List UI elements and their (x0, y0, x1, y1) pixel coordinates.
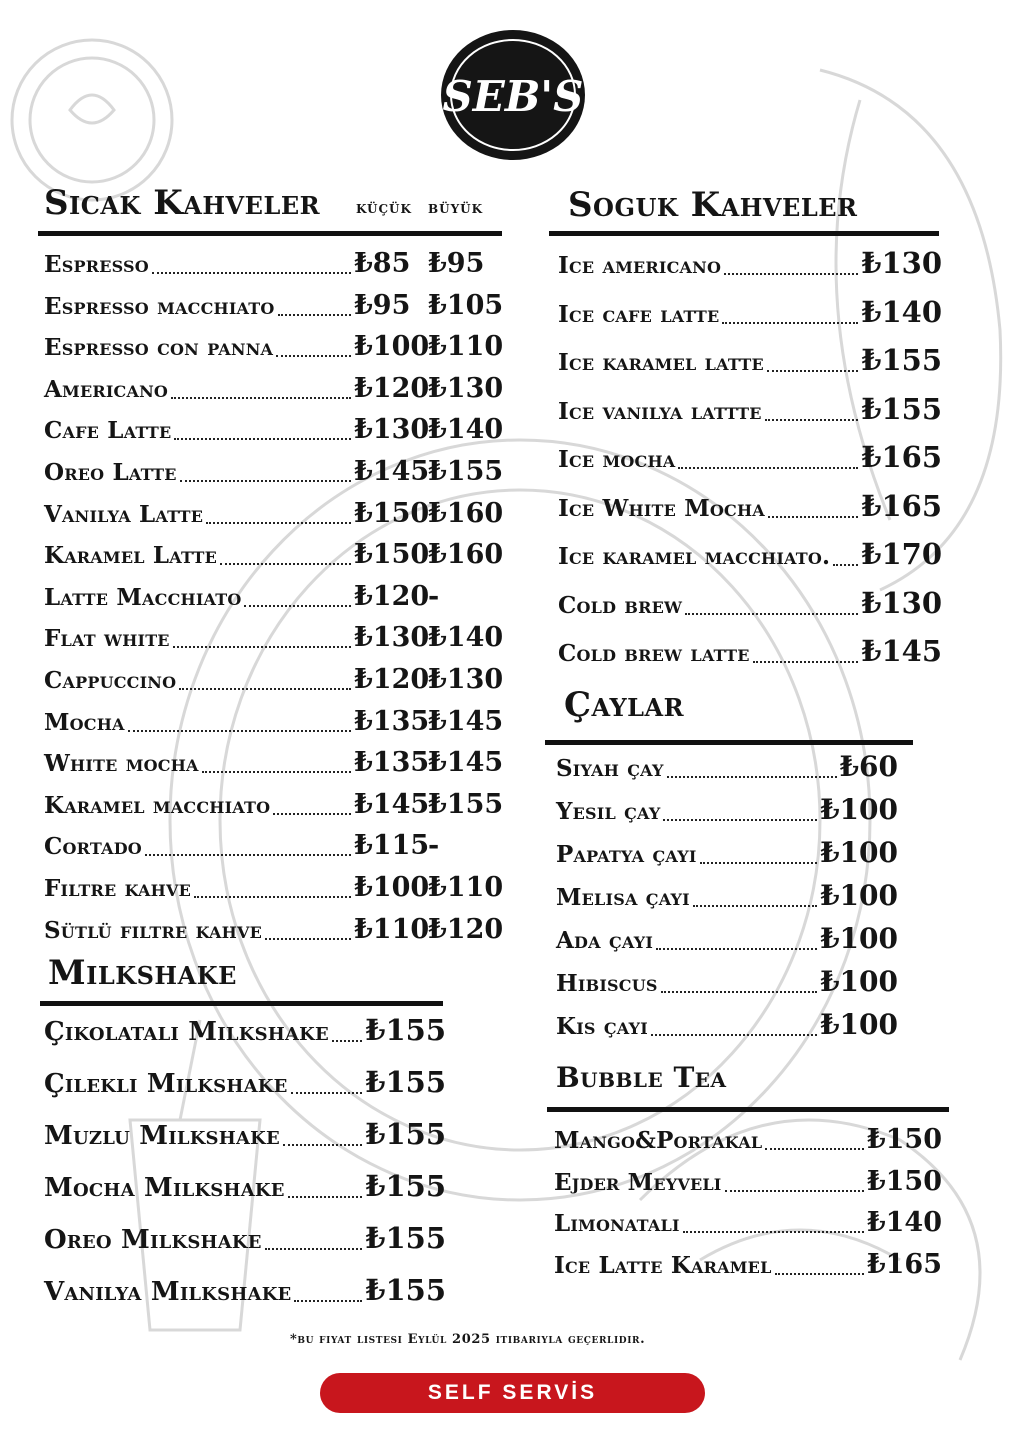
item-name: Cappuccino (44, 667, 177, 694)
item-name: Çikolatalı Milkshake (44, 1017, 329, 1047)
hot-coffees-title: Sıcak Kahveler (44, 183, 321, 223)
dot-leader (683, 1231, 864, 1233)
teas-title: Çaylar (564, 685, 685, 725)
milkshake-list (44, 1013, 446, 1313)
menu-row (44, 872, 430, 903)
item-name: Karamel Latte (44, 542, 218, 570)
dot-leader (265, 938, 351, 940)
cold-coffees-list (558, 246, 942, 676)
item-price-large: ₺130 (428, 664, 504, 695)
dot-leader (265, 1248, 363, 1250)
menu-row (554, 1207, 942, 1238)
item-price-large: ₺130 (428, 372, 504, 404)
item-price: ₺170 (861, 537, 942, 571)
item-name: Ice vanilya lattte (558, 397, 762, 425)
dot-leader (220, 563, 351, 565)
item-name: Ice Latte Karamel (554, 1251, 772, 1279)
item-price-large: ₺120 (428, 913, 504, 945)
item-price: ₺100 (820, 922, 898, 955)
bubble-tea-rule (547, 1107, 949, 1112)
price-validity-note: *bu fiyat listesi Eylül 2025 itibarıyla geçerlidir. (290, 1332, 646, 1347)
dot-leader (278, 314, 352, 316)
dot-leader (294, 1300, 362, 1302)
item-name: Mango&Portakal (554, 1127, 763, 1154)
item-price: ₺100 (820, 965, 898, 998)
item-price: ₺140 (861, 294, 942, 329)
item-price: ₺145 (861, 634, 942, 668)
item-price: ₺155 (861, 391, 942, 426)
menu-row (556, 1008, 898, 1041)
menu-row (44, 456, 430, 487)
menu-row (556, 965, 898, 998)
item-name: Hibiscus (556, 970, 658, 997)
hot-coffees-rule (38, 231, 502, 236)
menu-row (554, 1166, 942, 1197)
item-price-large: - (428, 580, 440, 612)
dot-leader (173, 646, 351, 648)
item-name: Kıs çayı (556, 1013, 648, 1040)
dot-leader (656, 948, 817, 950)
cold-coffees-rule (549, 231, 939, 236)
item-name: Ice karamel macchiato. (558, 543, 831, 570)
item-price: ₺150 (866, 1124, 942, 1155)
item-name: Ada çayı (556, 927, 653, 954)
item-price-large: ₺155 (428, 456, 504, 487)
dot-leader (663, 819, 817, 821)
item-price: ₺120 (354, 580, 430, 612)
item-price: ₺155 (365, 1273, 446, 1307)
dot-leader (651, 1034, 817, 1036)
dot-leader (767, 370, 858, 372)
item-price: ₺130 (861, 246, 942, 280)
menu-row (556, 879, 898, 912)
item-name: Vanilya Milkshake (44, 1277, 292, 1307)
item-price: ₺130 (354, 414, 430, 446)
dot-leader (128, 730, 351, 732)
item-price: ₺100 (820, 1008, 898, 1041)
menu-row (558, 489, 942, 523)
item-price-large: ₺160 (428, 539, 504, 571)
item-price: ₺95 (354, 289, 411, 321)
menu-row (44, 1013, 446, 1047)
dot-leader (244, 605, 351, 607)
item-name: Cold brew (558, 591, 683, 619)
menu-row (558, 392, 942, 426)
item-price: ₺100 (820, 879, 898, 912)
teas-rule (545, 740, 913, 745)
item-price: ₺115 (354, 830, 430, 862)
milkshake-title: Milkshake (48, 953, 237, 993)
dot-leader (768, 516, 858, 518)
item-price: ₺85 (354, 248, 411, 279)
menu-row (556, 922, 898, 955)
item-price: ₺110 (354, 913, 430, 945)
dot-leader (171, 397, 351, 399)
item-price: ₺145 (354, 456, 430, 487)
dot-leader (722, 322, 858, 324)
item-price: ₺140 (866, 1207, 942, 1238)
item-name: Karamel macchiato (44, 791, 271, 819)
item-name: Cafe Latte (44, 417, 172, 445)
item-name: Oreo Milkshake (44, 1225, 262, 1255)
menu-row (44, 622, 430, 654)
item-price-large: - (428, 830, 440, 862)
menu-row (44, 1221, 446, 1255)
dot-leader (145, 854, 351, 856)
item-price-large: ₺110 (428, 331, 504, 363)
item-name: Ice mocha (558, 446, 676, 473)
item-price: ₺100 (820, 793, 898, 826)
menu-row (558, 537, 942, 571)
menu-row (44, 664, 430, 695)
hot-coffees-list (44, 248, 504, 945)
dot-leader (283, 1144, 362, 1146)
item-name: Flat white (44, 625, 170, 653)
item-price: ₺135 (354, 747, 430, 779)
cold-coffees-title: Soguk Kahveler (568, 185, 858, 225)
menu-row (558, 586, 942, 620)
dot-leader (693, 905, 817, 907)
item-name: Limonatalı (554, 1210, 680, 1237)
dot-leader (152, 272, 351, 274)
dot-leader (661, 991, 817, 993)
item-price-large: ₺140 (428, 414, 504, 446)
item-price: ₺155 (365, 1065, 446, 1099)
item-price-large: ₺110 (428, 872, 504, 903)
dot-leader (753, 661, 859, 663)
item-price: ₺150 (866, 1165, 942, 1197)
menu-row (556, 793, 898, 826)
item-name: Cortado (44, 833, 142, 861)
item-price-large: ₺145 (428, 705, 504, 737)
dot-leader (206, 522, 351, 524)
small-size-header: küçük (356, 198, 412, 218)
item-price: ₺135 (354, 705, 430, 737)
menu-row (44, 1273, 446, 1307)
brand-logo (439, 28, 587, 162)
item-name: Ice White Mocha (558, 494, 765, 522)
item-name: Çilekli Milkshake (44, 1069, 288, 1099)
item-name: Ejder Meyveli (554, 1168, 722, 1196)
dot-leader (724, 273, 858, 275)
dot-leader (291, 1092, 363, 1094)
menu-row (558, 634, 942, 668)
item-name: Espresso (44, 251, 149, 278)
item-price-large: ₺160 (428, 497, 504, 529)
dot-leader (765, 1148, 864, 1150)
item-price: ₺165 (861, 440, 942, 474)
dot-leader (775, 1273, 864, 1275)
menu-row (44, 290, 424, 321)
dot-leader (179, 688, 351, 690)
menu-row (554, 1249, 942, 1280)
item-name: Mocha Milkshake (44, 1173, 285, 1203)
logo-text: SEB'S (442, 72, 584, 121)
menu-row (556, 750, 898, 783)
menu-row (558, 343, 942, 377)
item-name: Oreo Latte (44, 459, 177, 486)
menu-row (44, 331, 430, 363)
dot-leader (174, 438, 351, 440)
bubble-tea-title: Bubble Tea (556, 1061, 727, 1094)
item-price: ₺130 (861, 585, 942, 620)
item-name: Siyah çay (556, 755, 664, 782)
item-name: Latte Macchiato (44, 583, 242, 611)
teas-list (556, 750, 898, 1050)
menu-row (558, 440, 942, 474)
item-name: Melisa çayı (556, 884, 690, 911)
dot-leader (194, 896, 351, 898)
menu-row (44, 788, 430, 820)
item-price-large: ₺105 (428, 289, 504, 321)
menu-row (558, 246, 942, 280)
menu-row (44, 580, 430, 612)
item-name: Espresso macchiato (44, 292, 275, 320)
menu-row (556, 836, 898, 869)
milkshake-rule (40, 1001, 443, 1006)
item-price: ₺120 (354, 664, 430, 695)
item-price: ₺100 (820, 836, 898, 869)
menu-row (44, 1169, 446, 1203)
item-name: Espresso con panna (44, 334, 274, 362)
item-price: ₺60 (839, 750, 898, 783)
dot-leader (180, 480, 351, 482)
dot-leader (700, 862, 818, 864)
item-price-large: ₺140 (428, 622, 504, 654)
menu-row (558, 295, 942, 329)
item-price-large: ₺155 (428, 788, 504, 820)
item-price: ₺165 (861, 488, 942, 523)
item-price-large: ₺145 (428, 747, 504, 779)
menu-row (44, 705, 430, 737)
menu-row (44, 830, 430, 862)
dot-leader (725, 1190, 864, 1192)
item-price: ₺155 (365, 1221, 446, 1255)
bubble-tea-list (554, 1124, 942, 1294)
dot-leader (765, 419, 859, 421)
dot-leader (202, 771, 351, 773)
dot-leader (332, 1040, 362, 1042)
item-name: Vanilya Latte (44, 500, 204, 528)
item-name: Americano (44, 375, 169, 403)
item-price: ₺155 (365, 1169, 446, 1203)
menu-row (554, 1124, 942, 1155)
dot-leader (685, 613, 858, 615)
dot-leader (288, 1196, 363, 1198)
menu-row (44, 372, 430, 404)
item-name: Ice americano (558, 252, 722, 279)
item-price-large: ₺95 (428, 248, 485, 279)
menu-row (44, 747, 430, 779)
item-price: ₺130 (354, 622, 430, 654)
item-price: ₺150 (354, 539, 430, 571)
dot-leader (276, 355, 351, 357)
item-name: White mocha (44, 750, 199, 778)
item-price: ₺120 (354, 372, 430, 404)
item-name: Muzlu Milkshake (44, 1121, 280, 1151)
large-size-header: büyük (428, 198, 484, 218)
menu-row (44, 248, 424, 279)
item-name: Papatya çayı (556, 841, 697, 868)
dot-leader (667, 776, 837, 778)
item-price: ₺155 (365, 1117, 446, 1151)
item-name: Sütlü filtre kahve (44, 916, 262, 944)
menu-row (44, 539, 430, 571)
menu-row (44, 1117, 446, 1151)
item-price: ₺100 (354, 331, 430, 363)
menu-row (44, 497, 430, 529)
item-name: Yesil çay (556, 798, 661, 825)
menu-row (44, 913, 430, 945)
dot-leader (833, 564, 858, 566)
item-price: ₺150 (354, 497, 430, 529)
item-price: ₺155 (861, 343, 942, 377)
dot-leader (678, 467, 858, 469)
item-name: Mocha (44, 708, 125, 736)
item-price: ₺100 (354, 872, 430, 903)
menu-row (44, 1065, 446, 1099)
item-price: ₺145 (354, 788, 430, 820)
item-price: ₺165 (866, 1248, 942, 1280)
item-price: ₺155 (365, 1013, 446, 1047)
self-service-banner: SELF SERVİS (320, 1373, 705, 1413)
item-name: Ice karamel latte (558, 349, 764, 376)
item-name: Cold brew latte (558, 640, 750, 667)
item-name: Filtre kahve (44, 875, 191, 902)
dot-leader (273, 813, 351, 815)
item-name: Ice cafe latte (558, 300, 720, 328)
menu-row (44, 414, 430, 446)
